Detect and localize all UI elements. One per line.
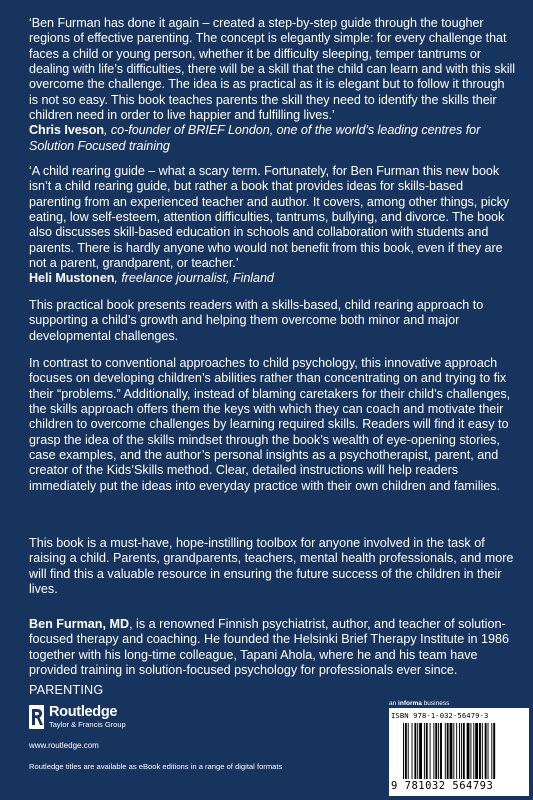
- description-text: This practical book presents readers with a skills-based, child rearing approach to supporting a child’s growth and helping them overcome both minor and major developmental challenges.: [29, 298, 484, 343]
- barcode-bar: [491, 723, 492, 779]
- barcode-bar: [473, 723, 474, 779]
- barcode-bar: [461, 723, 462, 779]
- quote-text: [29, 16, 515, 154]
- barcode-bar: [482, 723, 483, 779]
- author-bio: [29, 617, 515, 678]
- quote-text: [29, 164, 515, 287]
- barcode-bar: [459, 723, 460, 779]
- barcode-bar: [433, 723, 434, 779]
- barcode-bar: [488, 723, 489, 779]
- barcode-bar: [417, 723, 418, 779]
- barcode-bar: [475, 723, 478, 779]
- informa-prefix: an: [389, 700, 399, 707]
- author-bio-text: , is a renowned Finnish psychiatrist, author, and teacher of solution-focused therapy and coaching. He founded the Helsinki Brief Therapy Institute in 1986 together with his long-time colleague, Tapani Ahola, where he and his team have provided training in solution-focused psychology for professionals ever since.: [29, 617, 510, 678]
- barcode-bar: [430, 723, 431, 779]
- barcode-bar: [419, 723, 422, 779]
- informa-business-note: [389, 700, 449, 707]
- ebook-availability-note: Routledge titles are available as eBook editions in a range of digital formats: [29, 762, 283, 771]
- barcode-bar: [438, 723, 439, 779]
- isbn-number: ISBN 978-1-032-56479-3: [391, 711, 489, 720]
- barcode-bar: [456, 723, 457, 779]
- barcode-bar: [405, 723, 407, 779]
- barcode-bar: [450, 723, 453, 779]
- barcode-bar: [440, 723, 442, 779]
- barcode-bar: [493, 723, 495, 779]
- barcode-bar: [403, 723, 404, 779]
- barcode-bars: [403, 723, 521, 781]
- barcode-bar: [447, 723, 449, 779]
- barcode-bar: [435, 723, 437, 779]
- barcode-bar: [412, 723, 413, 779]
- description-text: In contrast to conventional approaches to child psychology, this innovative approach focuses on developing children’s abilities rather than concentrating on and trying to fix their “problems.” Additionally, instead of blaming caretakers for their child’s challenges, the skills approach offers them the keys with which they can coach and motivate their children to overcome challenges by learning required skills. Readers will find it easy to grasp the idea of the skills mindset through the book’s wealth of eye-opening stories, case examples, and the author’s personal insights as a psychotherapist, parent, and creator of the Kids’Skills method. Clear, detailed instructions will help readers immediately put the ideas into everyday practice with their own children and families.: [29, 356, 511, 493]
- description-paragraph-1: [29, 298, 515, 344]
- publisher-logo: [29, 705, 126, 729]
- barcode-bar: [414, 723, 416, 779]
- quote-2-attribution-role: , freelance journalist, Finland: [114, 271, 274, 286]
- quote-2-attribution-name: Heli Mustonen: [29, 271, 115, 286]
- publisher-group: Taylor & Francis Group: [49, 720, 126, 729]
- author-name: Ben Furman, MD: [29, 617, 130, 631]
- category-label: PARENTING: [29, 683, 104, 697]
- description-paragraph-3: [29, 536, 515, 597]
- informa-brand: informa: [398, 700, 422, 707]
- quote-1: [29, 16, 515, 154]
- barcode-bar: [408, 723, 409, 779]
- quote-1-attribution-role: , co-founder of BRIEF London, one of the world’s leading centres for Solution Focused training: [29, 123, 481, 153]
- quote-2: [29, 164, 515, 287]
- description-paragraph-2: [29, 356, 515, 494]
- barcode-bar: [485, 723, 487, 779]
- barcode-bar: [426, 723, 428, 779]
- barcode-bar: [463, 723, 465, 779]
- publisher-website: www.routledge.com: [29, 741, 99, 750]
- barcode-bar: [470, 723, 471, 779]
- routledge-logo-icon: [29, 705, 44, 729]
- publisher-name: Routledge: [49, 704, 118, 720]
- isbn-barcode: [389, 708, 529, 796]
- description-text: This book is a must-have, hope-instilling toolbox for anyone involved in the task of raising a child. Parents, grandparents, teachers, mental health professionals, and more will find this a valuable resource in ensuring the future success of the children in their lives.: [29, 536, 514, 597]
- barcode-bar: [467, 723, 470, 779]
- barcode-bar: [424, 723, 425, 779]
- barcode-digits: 9 781032 564793: [391, 780, 494, 792]
- barcode-bar: [479, 723, 481, 779]
- barcode-bar: [445, 723, 446, 779]
- quote-2-text: ‘A child rearing guide – what a scary term. Fortunately, for Ben Furman this new book isn’t a child rearing guide, but rather a book that provides ideas for skills-based parenting from an experienced teacher and author. It covers, among other things, picky eating, low self-esteem, attention difficulties, tantrums, bullying, and divorce. The book also discusses skill-based education in schools and collaboration with students and parents. There is hardly anyone who would not benefit from this book, even if they are not a parent, grandparent, or teacher.’: [29, 164, 510, 271]
- quote-1-text: ‘Ben Furman has done it again – created a step-by-step guide through the tougher regions of effective parenting. The concept is elegantly simple: for every challenge that faces a child or young person, whether it be difficulty sleeping, temper tantrums or dealing with life’s difficulties, there will be a skill that the child can learn and with this skill overcome the challenge. The idea is as practical as it is elegant but to follow it through is not so easy. This book teaches parents the skill they need to identify the skills their children need in order to live happier and fulfilling lives.’: [29, 16, 515, 123]
- barcode-bar: [453, 723, 454, 779]
- informa-suffix: business: [421, 700, 450, 707]
- quote-1-attribution-name: Chris Iveson: [29, 123, 104, 138]
